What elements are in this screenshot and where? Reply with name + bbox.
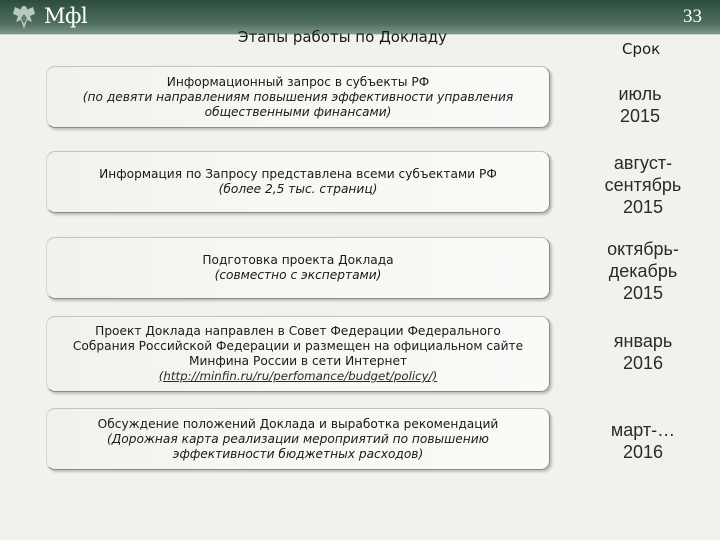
page-title: Этапы работы по Докладу [238,28,448,46]
stage-note: (совместно с экспертами) [214,268,382,282]
deadline-1: июль 2015 [618,84,662,126]
policy-page-link[interactable]: (http://minfin.ru/ru/perfomance/budget/policy/) [158,369,438,383]
deadline-column-heading: Срок [622,40,661,58]
stage-title: Обсуждение положений Доклада и выработка рекомендаций [97,416,499,431]
ministry-logo: Мфl [44,4,88,28]
stage-box-2 [46,151,550,213]
stage-note: (Дорожная карта реализации мероприятий по повышению эффективности бюджетных расходов) [107,431,489,461]
stage-box-5 [46,408,550,470]
stage-box-3 [46,237,550,299]
stage-box-1 [46,66,550,128]
stage-title: Информация по Запросу представлена всеми субъектами РФ [99,167,497,181]
stage-title: Проект Доклада направлен в Совет Федерации Федерального Собрания Российской Федерации и размещен на официальном сайте Минфина России в сети Интернет [72,324,524,368]
deadline-3: октябрь- декабрь 2015 [607,239,679,303]
deadline-4: январь 2016 [613,331,673,373]
stage-title: Подготовка проекта Доклада [202,253,394,267]
stage-note: (по девяти направлениям повышения эффективности управления общественными финансами) [82,89,514,119]
deadline-5: март-… 2016 [610,420,676,462]
coat-of-arms-icon [9,2,39,32]
stage-box-4 [46,316,550,392]
page-number: 33 [683,6,702,27]
stage-title: Информационный запрос в субъекты РФ [166,74,430,89]
deadline-2: август- сентябрь 2015 [604,153,682,217]
stage-note: (более 2,5 тыс. страниц) [218,182,378,196]
